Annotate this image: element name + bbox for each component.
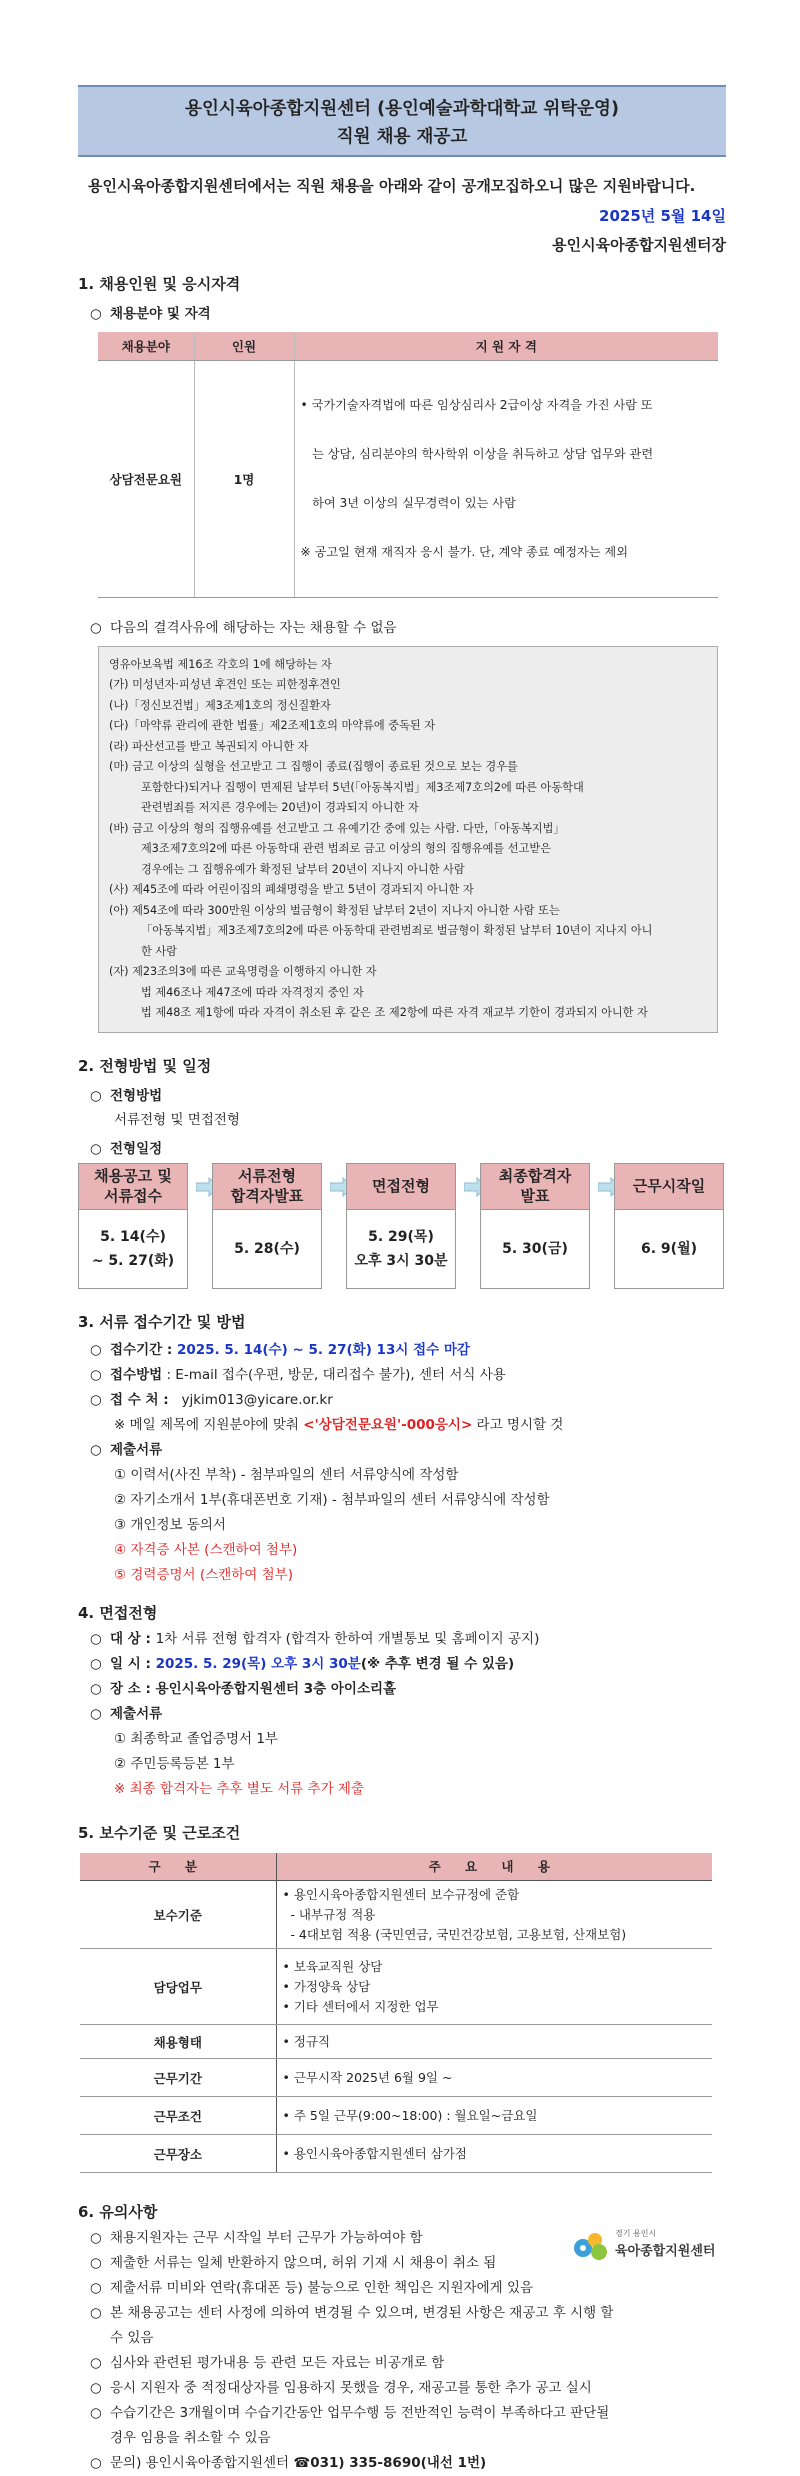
disqualification-item: 경우에는 그 집행유예가 확정된 날부터 20년이 지나지 아니한 사람 — [141, 862, 465, 876]
step-box — [480, 1163, 590, 1289]
email-address[interactable]: yjkim013@yicare.or.kr — [181, 1391, 333, 1408]
circle-bullet-icon: ○ — [90, 306, 102, 322]
disqualification-item: (마) 금고 이상의 실형을 선고받고 그 집행이 종료(집행이 종료된 것으로 보는 경우를 — [109, 760, 518, 773]
cell-quals — [294, 360, 718, 597]
section1-title: 1. 채용인원 및 응시자격 — [78, 275, 241, 293]
row-line: • 가정양육 상담 — [282, 1978, 371, 1994]
qual-line: • 국가기술자격법에 따른 임상심리사 2급이상 자격을 가진 사람 또 — [300, 397, 653, 412]
step-head-text: 근무시작일 — [632, 1177, 706, 1195]
doc-item: ④ 자격증 사본 (스캔하여 첨부) — [114, 1541, 298, 1558]
step-head — [347, 1164, 455, 1210]
method-label — [90, 1084, 726, 1104]
row-value — [276, 1949, 712, 2025]
circle-bullet-icon: ○ — [90, 1655, 102, 1672]
notice-org: 용인시육아종합지원센터장 — [552, 236, 726, 254]
step-head — [213, 1164, 321, 1210]
step-body — [481, 1210, 589, 1288]
col-header-field: 채용분야 — [98, 332, 194, 360]
contact-line — [90, 2451, 726, 2476]
section3-title: 3. 서류 접수기간 및 방법 — [78, 1312, 246, 1331]
method-text: 서류전형 및 면접전형 — [114, 1111, 240, 1128]
step-box — [346, 1163, 456, 1289]
qual-line: 는 상담, 심리분야의 학사학위 이상을 취득하고 상담 업무와 관련 — [300, 446, 654, 461]
col-header-content: 주 요 내 용 — [276, 1853, 712, 1881]
note-text: 응시 지원자 중 적정대상자를 임용하지 못했을 경우, 재공고를 통한 추가 공고 실시 — [110, 2380, 592, 2396]
disqualification-item: 법 제46조나 제47조에 따라 자격정지 중인 자 — [141, 985, 364, 999]
doc-item: ⑤ 경력증명서 (스캔하여 첨부) — [114, 1566, 293, 1583]
title-line2: 직원 채용 재공고 — [336, 127, 468, 147]
interview-target-label: 대 상 : — [110, 1630, 156, 1647]
step-box — [614, 1163, 724, 1289]
step-body — [347, 1210, 455, 1288]
note-text: 본 채용공고는 센터 사정에 의하여 변경될 수 있으며, 변경된 사항은 재공고 후 시행 할 수 있음 — [110, 2305, 614, 2346]
cell-count: 1명 — [194, 360, 294, 597]
note-text: 제출한 서류는 일체 반환하지 않으며, 허위 기재 시 채용이 취소 됨 — [110, 2255, 497, 2271]
interview-doc-item: ② 주민등록등본 1부 — [114, 1755, 235, 1772]
note-text: 심사와 관련된 평가내용 등 관련 모든 자료는 비공개로 함 — [110, 2355, 445, 2371]
submit-method-label: 접수방법 — [110, 1366, 163, 1383]
interview-target-value: 1차 서류 전형 합격자 (합격자 한하여 개별통보 및 홈페이지 공지) — [155, 1630, 540, 1647]
note-text: 채용지원자는 근무 시작일 부터 근무가 가능하여야 함 — [110, 2230, 423, 2246]
step-body-text: 5. 29(목) 오후 3시 30분 — [354, 1228, 448, 1269]
disqualification-item: 한 사람 — [141, 944, 177, 958]
disqualification-item: 포함한다)되거나 집행이 면제된 날부터 5년(「아동복지법」제3조제7호의2에 따른 아동학대 — [141, 780, 584, 794]
disqualification-item: 관련범죄를 저지른 경우에는 20년)이 경과되지 아니한 자 — [141, 801, 419, 814]
step-body-text: 5. 28(수) — [234, 1240, 300, 1257]
section2-title: 2. 전형방법 및 일정 — [78, 1056, 212, 1075]
note-item — [90, 2351, 726, 2376]
row-line: - 4대보험 적용 (국민연금, 국민건강보험, 고용보험, 산재보험) — [282, 1926, 627, 1942]
note-text: 제출서류 미비와 연락(휴대폰 등) 불능으로 인한 책임은 지원자에게 있음 — [110, 2280, 534, 2296]
row-line: • 용인시육아종합지원센터 보수규정에 준함 — [282, 1886, 520, 1902]
step-body — [79, 1210, 187, 1288]
step-head — [79, 1164, 187, 1210]
period-line — [90, 1338, 726, 1363]
mail-note — [114, 1413, 726, 1438]
doc-item: ① 이력서(사진 부착) - 첨부파일의 센터 서류양식에 작성함 — [114, 1466, 459, 1483]
col-header-category: 구 분 — [80, 1853, 276, 1881]
circle-bullet-icon: ○ — [90, 2230, 102, 2246]
row-key: 보수기준 — [80, 1881, 276, 1949]
section1-sub-label: 채용분야 및 자격 — [110, 306, 211, 322]
cell-field: 상담전문요원 — [98, 360, 194, 597]
address-label: 접 수 처 : — [110, 1391, 169, 1408]
interview-date-value: 2025. 5. 29(목) 오후 3시 30분 — [155, 1655, 361, 1672]
step-body-text: 5. 30(금) — [502, 1240, 568, 1257]
disqualification-item: 제3조제7호의2에 따른 아동학대 관련 범죄로 금고 이상의 형의 집행유예를 선고받은 — [141, 842, 551, 855]
period-value: 2025. 5. 14(수) ~ 5. 27(화) 13시 접수 마감 — [176, 1341, 470, 1358]
logo-small-text: 경기 용인시 — [615, 2229, 657, 2238]
row-line: • 기타 센터에서 지정한 업무 — [282, 1998, 439, 2014]
circle-bullet-icon: ○ — [90, 2355, 102, 2371]
circle-bullet-icon: ○ — [90, 1140, 102, 1157]
docs-label-text: 제출서류 — [110, 1441, 163, 1458]
step-body — [615, 1210, 723, 1288]
row-value — [276, 1881, 712, 1949]
col-header-count: 인원 — [194, 332, 294, 360]
step-body-text: 5. 14(수) ~ 5. 27(화) — [91, 1228, 175, 1269]
circle-bullet-icon: ○ — [90, 2305, 102, 2321]
circle-bullet-icon: ○ — [90, 1441, 102, 1458]
circle-bullet-icon: ○ — [90, 1705, 102, 1722]
step-head-text: 서류전형 합격자발표 — [230, 1167, 304, 1205]
row-line: • 보육교직원 상담 — [282, 1958, 383, 1974]
row-value: • 근무시작 2025년 6월 9일 ~ — [276, 2059, 712, 2097]
circle-bullet-icon: ○ — [90, 1366, 102, 1383]
disqualification-item: (자) 제23조의3에 따른 교육명령을 이행하지 아니한 자 — [109, 965, 377, 978]
circle-bullet-icon: ○ — [90, 2380, 102, 2396]
conditions-table — [80, 1853, 712, 2174]
circle-bullet-icon: ○ — [90, 1341, 102, 1358]
positions-table — [98, 332, 718, 598]
address-line — [90, 1388, 726, 1413]
step-box — [78, 1163, 188, 1289]
doc-item: ③ 개인정보 동의서 — [114, 1516, 226, 1533]
doc-item: ② 자기소개서 1부(휴대폰번호 기재) - 첨부파일의 센터 서류양식에 작성함 — [114, 1491, 550, 1508]
row-value: • 주 5일 근무(9:00~18:00) : 월요일~금요일 — [276, 2097, 712, 2135]
qual-line: 하여 3년 이상의 실무경력이 있는 사람 — [300, 495, 516, 510]
method-label-text: 전형방법 — [110, 1087, 163, 1104]
disqualification-item: (바) 금고 이상의 형의 집행유예를 선고받고 그 유예기간 중에 있는 사람. 다만,「아동복지법」 — [109, 821, 565, 835]
section6-title: 6. 유의사항 — [78, 2203, 158, 2221]
disqualification-label: 다음의 결격사유에 해당하는 자는 채용할 수 없음 — [110, 619, 397, 636]
step-head-text: 최종합격자 발표 — [498, 1167, 572, 1205]
disqualification-item: (아) 제54조에 따라 300만원 이상의 벌금형이 확정된 날부터 2년이 지나지 아니한 사람 또는 — [109, 903, 560, 917]
interview-place — [90, 1677, 726, 1702]
step-head-text: 채용공고 및 서류접수 — [94, 1167, 172, 1205]
disqualification-item: 「아동복지법」제3조제7호의2에 따른 아동학대 관련범죄로 벌금형이 확정된 날부터 10년이 지나지 아니 — [141, 924, 653, 937]
circle-bullet-icon: ○ — [90, 2455, 102, 2471]
mail-note-pre: ※ 메일 제목에 지원분야에 맞춰 — [114, 1416, 304, 1433]
schedule-flow — [78, 1163, 726, 1303]
step-body — [213, 1210, 321, 1288]
interview-date-note: (※ 추후 변경 될 수 있음) — [360, 1655, 515, 1672]
disqualification-item: (가) 미성년자·피성년 후견인 또는 피한정후견인 — [109, 678, 341, 691]
step-head — [481, 1164, 589, 1210]
interview-target — [90, 1627, 726, 1652]
row-key: 채용형태 — [80, 2025, 276, 2059]
disqualification-item: (나)「정신보건법」제3조제1호의 정신질환자 — [109, 698, 331, 712]
disqualification-item: (다)「마약류 관리에 관한 법률」제2조제1호의 마약류에 중독된 자 — [109, 719, 436, 732]
period-label: 접수기간 : — [110, 1341, 177, 1358]
interview-date — [90, 1652, 726, 1677]
step-head — [615, 1164, 723, 1210]
mail-note-post: 라고 명시할 것 — [472, 1416, 564, 1433]
disqualification-box — [98, 646, 718, 1033]
center-logo-icon — [571, 2228, 611, 2264]
circle-bullet-icon: ○ — [90, 2405, 102, 2421]
note-text: 수습기간은 3개월이며 수습기간동안 업무수행 등 전반적인 능력이 부족하다고 판단될 경우 임용을 취소할 수 있음 — [110, 2405, 610, 2446]
center-logo — [571, 2226, 721, 2266]
interview-place-text: 장 소 : 용인시육아종합지원센터 3층 아이소리홀 — [110, 1680, 397, 1697]
row-line: - 내부규정 적용 — [282, 1906, 376, 1922]
section5-title: 5. 보수기준 및 근로조건 — [78, 1823, 241, 1842]
step-body-text: 6. 9(월) — [641, 1240, 697, 1257]
circle-bullet-icon: ○ — [90, 1391, 102, 1408]
note-item — [90, 2301, 726, 2351]
row-key: 담당업무 — [80, 1949, 276, 2025]
contact-phone: ☎031) 335-8690(내선 1번) — [293, 2455, 487, 2471]
section1-sub — [90, 302, 726, 322]
circle-bullet-icon: ○ — [90, 2280, 102, 2296]
note-item — [90, 2401, 726, 2451]
notice-page — [78, 85, 726, 2476]
intro-text: 용인시육아종합지원센터에서는 직원 채용을 아래와 같이 공개모집하오니 많은 지원바랍니다. — [88, 177, 696, 195]
row-key: 근무장소 — [80, 2135, 276, 2173]
schedule-label-text: 전형일정 — [110, 1140, 163, 1157]
title-line1: 용인시육아종합지원센터 (용인예술과학대학교 위탁운영) — [185, 99, 619, 119]
step-head-text: 면접전형 — [372, 1177, 430, 1195]
disqualification-item: (라) 파산선고를 받고 복권되지 아니한 자 — [109, 739, 309, 753]
notice-date: 2025년 5월 14일 — [599, 207, 726, 225]
circle-bullet-icon: ○ — [90, 1087, 102, 1104]
circle-bullet-icon: ○ — [90, 1630, 102, 1647]
method-line — [90, 1363, 726, 1388]
interview-doc-item: ① 최종학교 졸업증명서 1부 — [114, 1730, 278, 1747]
contact-pre: 문의) 용인시육아종합지원센터 — [110, 2455, 294, 2471]
interview-docs-label-text: 제출서류 — [110, 1705, 163, 1722]
col-header-quals: 지 원 자 격 — [294, 332, 718, 360]
title-banner — [78, 85, 726, 157]
logo-name: 육아종합지원센터 — [615, 2244, 716, 2259]
note-item — [90, 2276, 726, 2301]
interview-docs-label — [90, 1702, 726, 1727]
docs-label — [90, 1438, 726, 1463]
row-key: 근무기간 — [80, 2059, 276, 2097]
row-value: • 용인시육아종합지원센터 삼가점 — [276, 2135, 712, 2173]
disqualification-title — [90, 616, 726, 636]
schedule-label — [90, 1137, 726, 1157]
section4-title: 4. 면접전형 — [78, 1603, 158, 1622]
qual-line: ※ 공고일 현재 재직자 응시 불가. 단, 계약 종료 예정자는 제외 — [300, 544, 628, 559]
row-key: 근무조건 — [80, 2097, 276, 2135]
interview-date-label: 일 시 : — [110, 1655, 156, 1672]
circle-bullet-icon: ○ — [90, 2255, 102, 2271]
disqualification-item: (사) 제45조에 따라 어린이집의 폐쇄명령을 받고 5년이 경과되지 아니한 자 — [109, 883, 474, 896]
disqualification-item: 영유아보육법 제16조 각호의 1에 해당하는 자 — [109, 657, 332, 671]
disqualification-item: 법 제48조 제1항에 따라 자격이 취소된 후 같은 조 제2항에 따른 자격 재교부 기한이 경과되지 아니한 자 — [141, 1006, 648, 1019]
circle-bullet-icon: ○ — [90, 1680, 102, 1697]
interview-docs-note: ※ 최종 합격자는 추후 별도 서류 추가 제출 — [114, 1780, 365, 1797]
row-value: • 정규직 — [276, 2025, 712, 2059]
mail-note-format: <'상담전문요원'-000응시> — [303, 1416, 473, 1433]
step-box — [212, 1163, 322, 1289]
note-item — [90, 2376, 726, 2401]
circle-bullet-icon: ○ — [90, 619, 102, 636]
submit-method-value: : E-mail 접수(우편, 방문, 대리접수 불가), 센터 서식 사용 — [162, 1366, 506, 1383]
